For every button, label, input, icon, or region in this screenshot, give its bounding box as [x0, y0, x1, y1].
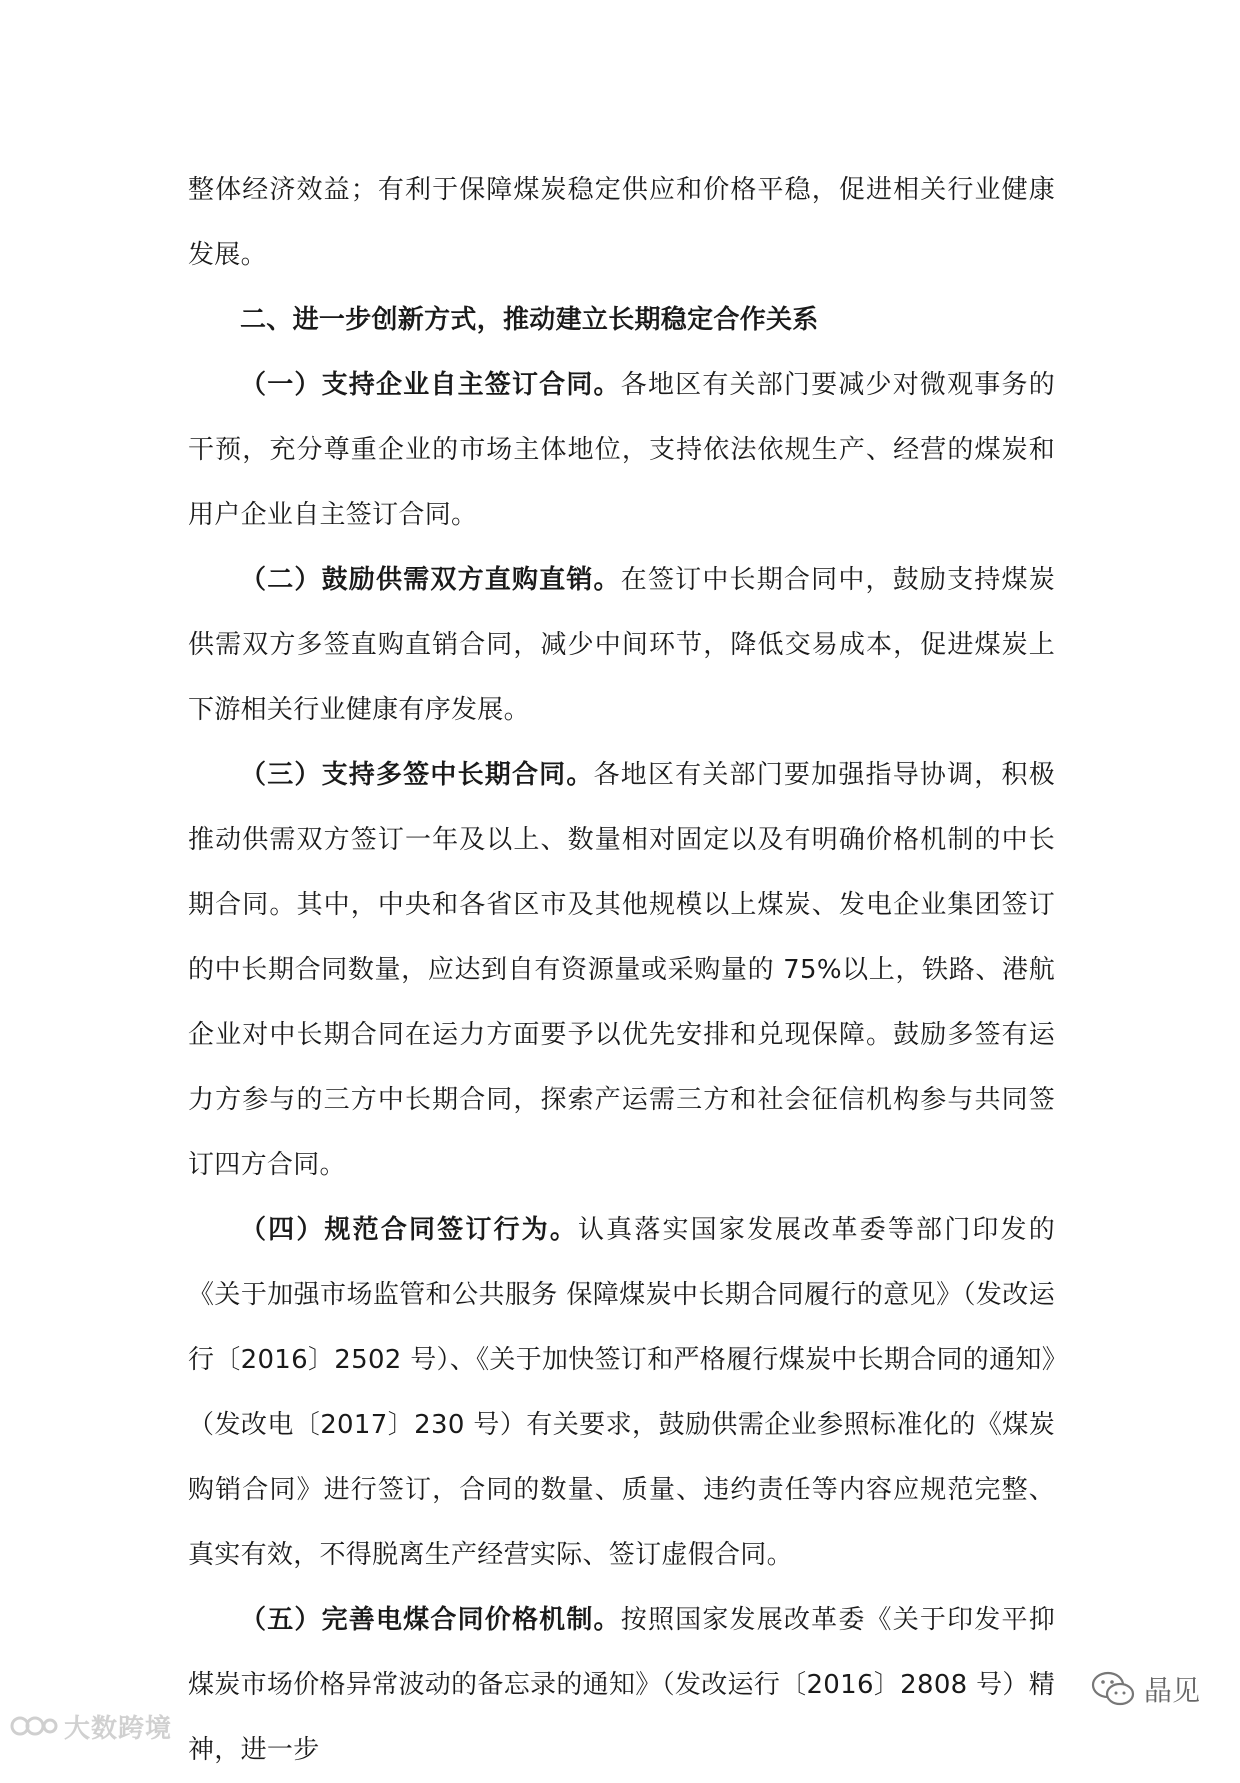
paragraph-item-4 [188, 1198, 1055, 1588]
paragraph-item-2 [188, 548, 1055, 743]
item-2-text: 在签订中长期合同中，鼓励支持煤炭供需双方多签直购直销合同，减少中间环节，降低交易成本，促进煤炭上下游相关行业健康有序发展。 [188, 565, 1055, 725]
item-3-title: （三）支持多签中长期合同。 [240, 760, 594, 790]
item-1-title: （一）支持企业自主签订合同。 [240, 370, 621, 400]
document-body [188, 158, 1055, 1783]
section-heading: 二、进一步创新方式，推动建立长期稳定合作关系 [240, 305, 819, 335]
paragraph-item-1 [188, 353, 1055, 548]
item-5-text: 按照国家发展改革委《关于印发平抑煤炭市场价格异常波动的备忘录的通知》（发改运行〔2016〕2808 号）精神，进一步 [188, 1605, 1055, 1765]
watermark-left-text: 大数跨境 [64, 1713, 173, 1744]
dashuju-logo-icon [10, 1711, 58, 1741]
item-5-title: （五）完善电煤合同价格机制。 [240, 1605, 621, 1635]
item-4-title: （四）规范合同签订行为。 [240, 1215, 579, 1245]
item-2-title: （二）鼓励供需双方直购直销。 [240, 565, 621, 595]
wechat-icon [1090, 1669, 1136, 1709]
item-3-text: 各地区有关部门要加强指导协调，积极推动供需双方签订一年及以上、数量相对固定以及有明确价格机制的中长期合同。其中，中央和各省区市及其他规模以上煤炭、发电企业集团签订的中长期合同数量，应达到自有资源量或采购量的 75%以上，铁路、港航企业对中长期合同在运力方面要予以优先安排和兑现保障。鼓励多签有运力方参与的三方中长期合同，探索产运需三方和社会征信机构参与共同签订四方合同。 [188, 760, 1055, 1180]
paragraph-intro: 整体经济效益；有利于保障煤炭稳定供应和价格平稳，促进相关行业健康发展。 [188, 175, 1055, 270]
watermark-right-text: 晶见 [1144, 1674, 1201, 1707]
item-1-text: 各地区有关部门要减少对微观事务的干预，充分尊重企业的市场主体地位，支持依法依规生产、经营的煤炭和用户企业自主签订合同。 [188, 370, 1055, 530]
watermark-right [1090, 1666, 1200, 1712]
item-4-text: 认真落实国家发展改革委等部门印发的《关于加强市场监管和公共服务 保障煤炭中长期合同履行的意见》（发改运行〔2016〕2502 号）、《关于加快签订和严格履行煤炭中长期合同的通知》（发改电〔2017〕230 号）有关要求，鼓励供需企业参照标准化的《煤炭购销合同》进行签订，合同的数量、质量、违约责任等内容应规范完整、真实有效，不得脱离生产经营实际、签订虚假合同。 [188, 1215, 1056, 1570]
watermark-left [10, 1708, 172, 1744]
paragraph-item-3 [188, 743, 1055, 1198]
